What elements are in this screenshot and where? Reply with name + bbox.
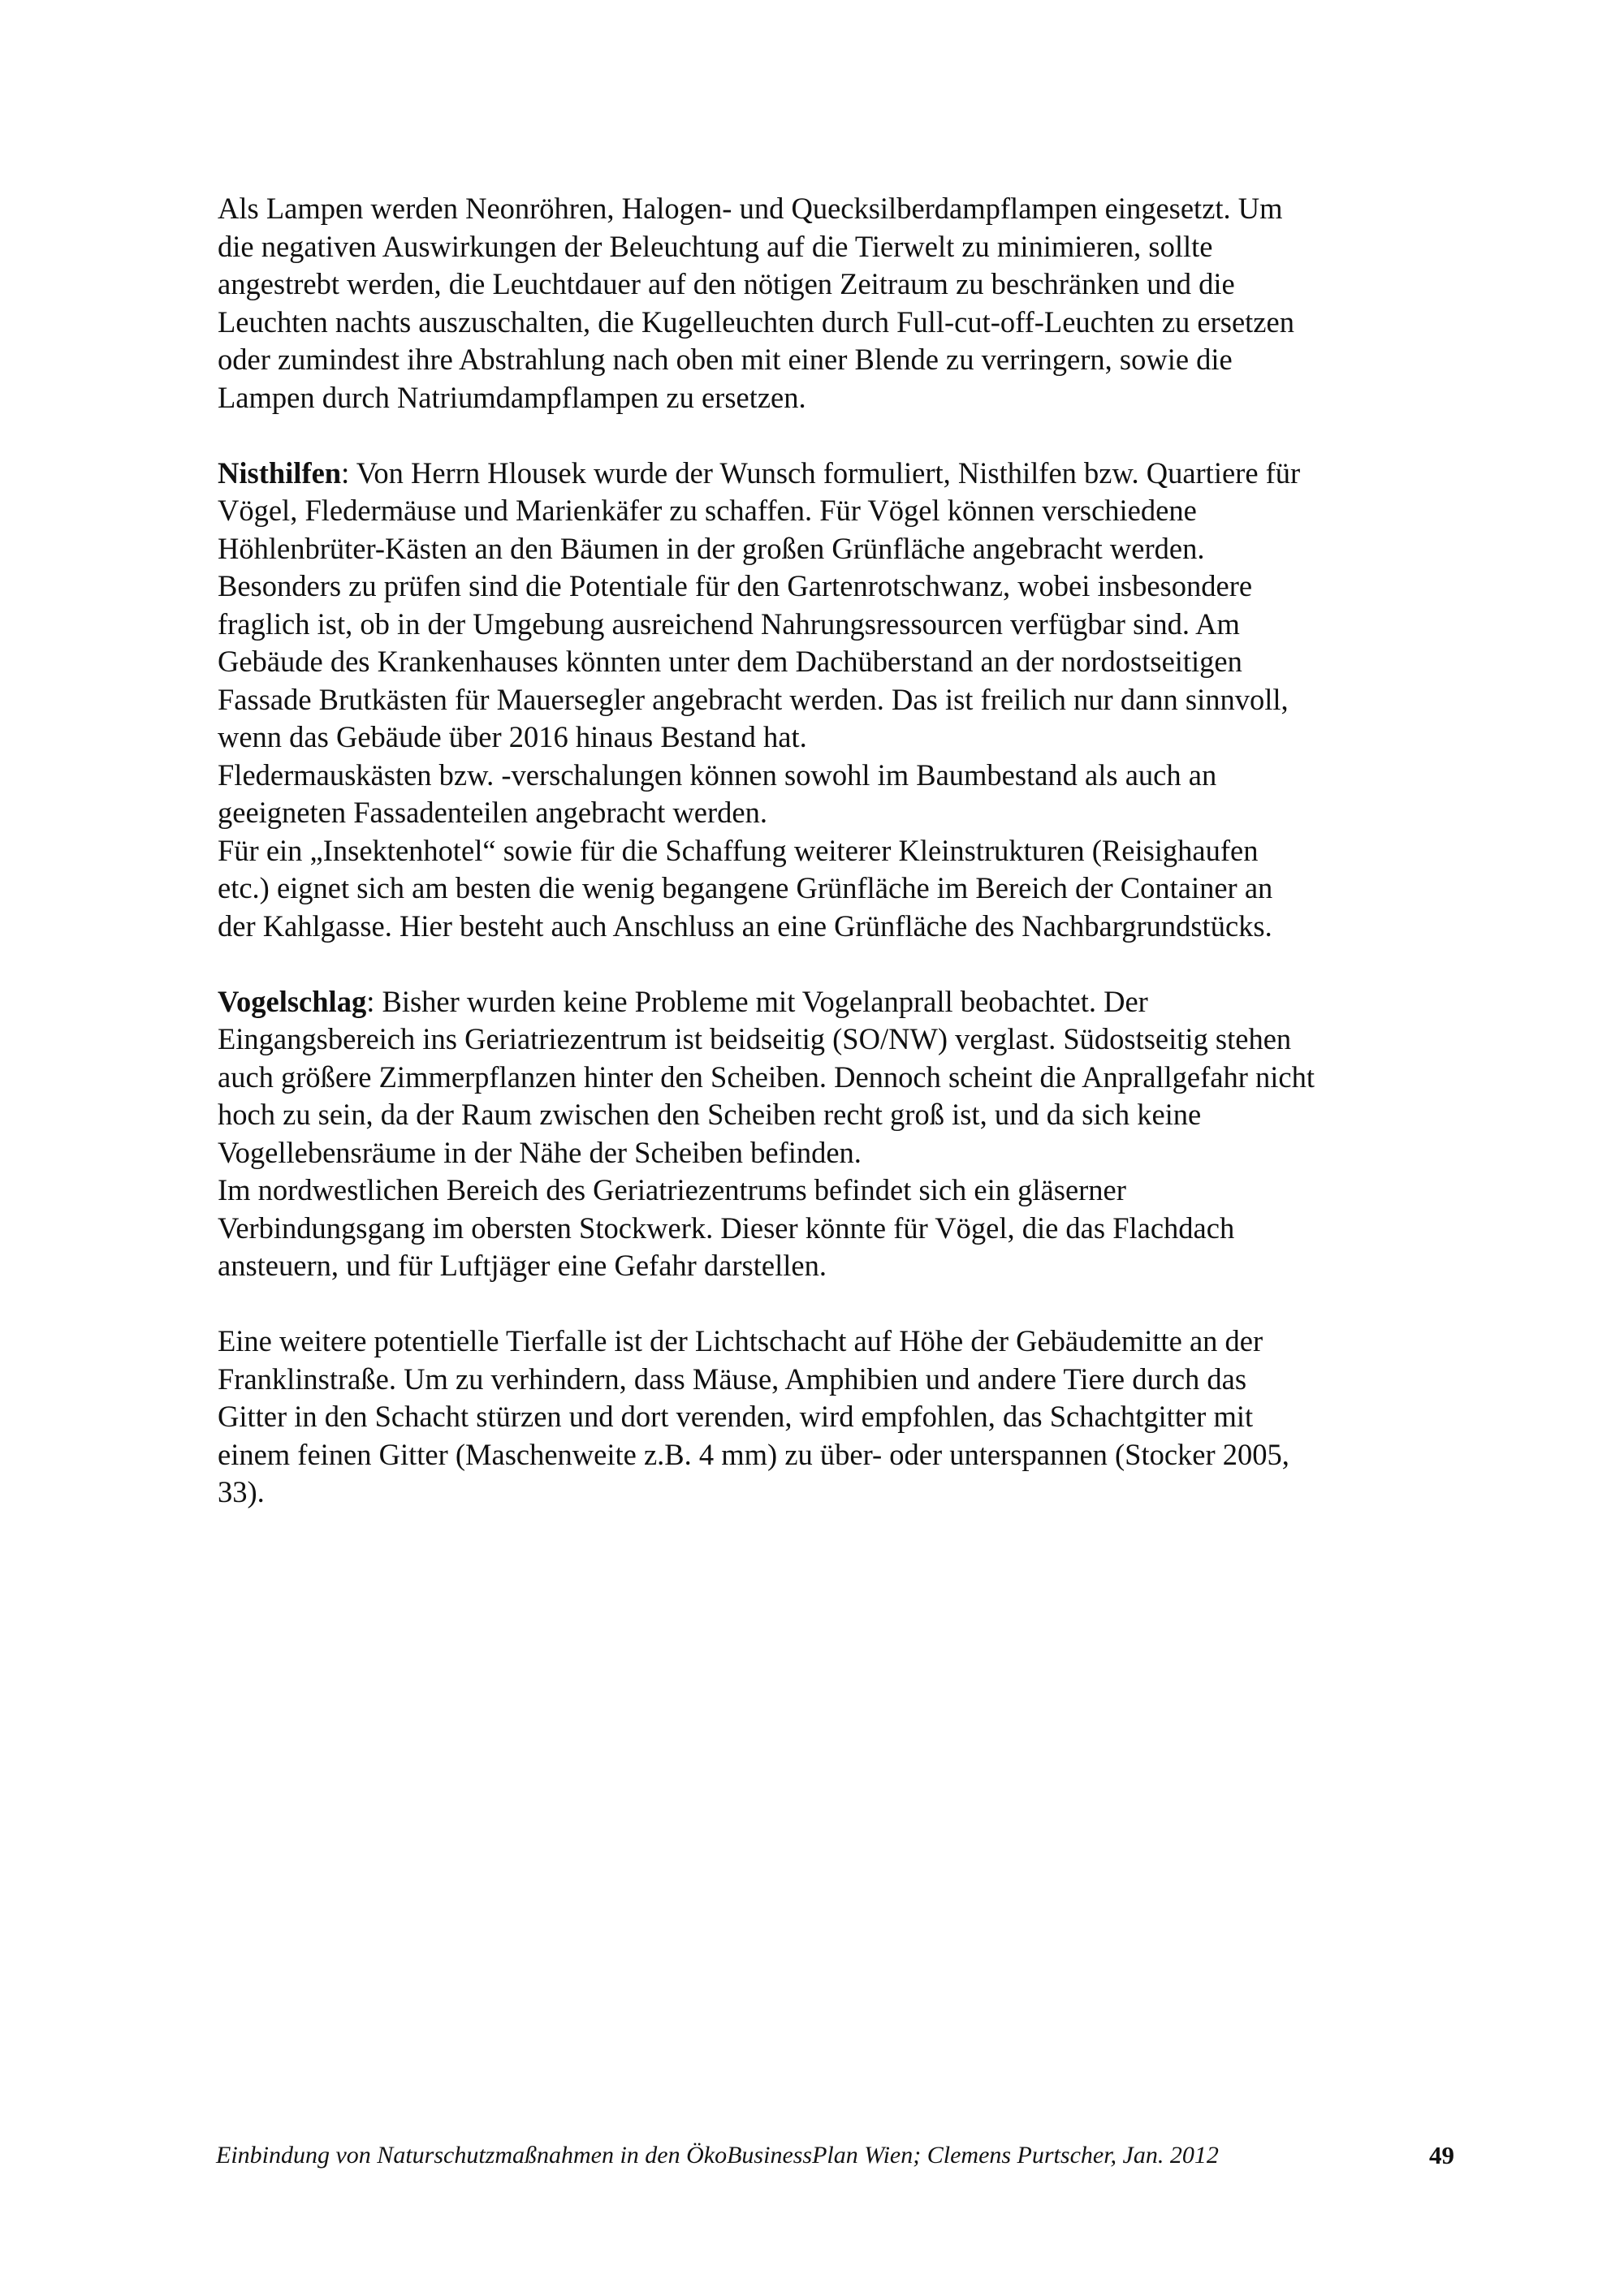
text-line: oder zumindest ihre Abstrahlung nach oben mit einer Blende zu verringern, sowie die (218, 343, 1233, 376)
text-line: ansteuern, und für Luftjäger eine Gefahr darstellen. (218, 1249, 827, 1282)
text-line: Franklinstraße. Um zu verhindern, dass Mäuse, Amphibien und andere Tiere durch das (218, 1362, 1247, 1396)
paragraph-nisthilfen (218, 455, 1460, 946)
text-line: fraglich ist, ob in der Umgebung ausreichend Nahrungsressourcen verfügbar sind. Am (218, 606, 1240, 641)
text-line (218, 455, 1460, 493)
paragraph-tierfalle (218, 1323, 1460, 1512)
text-line: Im nordwestlichen Bereich des Geriatriezentrums befindet sich ein gläserner (218, 1173, 1126, 1206)
text-line: Eine weitere potentielle Tierfalle ist der Lichtschacht auf Höhe der Gebäudemitte an der (218, 1324, 1263, 1357)
text-line: Gebäude des Krankenhauses könnten unter dem Dachüberstand an der nordostseitigen (218, 645, 1242, 678)
text-line: Als Lampen werden Neonröhren, Halogen- und Quecksilberdampflampen eingesetzt. Um (218, 192, 1283, 225)
page-number: 49 (1429, 2141, 1454, 2169)
text-line: Vogellebensräume in der Nähe der Scheiben befinden. (218, 1135, 862, 1169)
text-line: die negativen Auswirkungen der Beleuchtung auf die Tierwelt zu minimieren, sollte (218, 229, 1213, 263)
text-line: etc.) eignet sich am besten die wenig begangene Grünfläche im Bereich der Container an (218, 871, 1273, 904)
text-line: Fassade Brutkästen für Mauersegler angebracht werden. Das ist freilich nur dann sinnvoll, (218, 682, 1289, 716)
text-line: einem feinen Gitter (Maschenweite z.B. 4 mm) zu über- oder unterspannen (Stocker 2005, (218, 1437, 1289, 1471)
text-line: 33). (218, 1475, 265, 1508)
text-line: Eingangsbereich ins Geriatriezentrum ist beidseitig (SO/NW) verglast. Südostseitig stehen (218, 1022, 1292, 1055)
body-text (218, 190, 1460, 1512)
paragraph-vogelschlag (218, 983, 1460, 1285)
text-line (218, 983, 1460, 1021)
text-line: Besonders zu prüfen sind die Potentiale für den Gartenrotschwanz, wobei insbesondere (218, 569, 1253, 602)
section-heading-vogelschlag: Vogelschlag (218, 984, 367, 1018)
text-line: hoch zu sein, da der Raum zwischen den Scheiben recht groß ist, und da sich keine (218, 1098, 1202, 1131)
text-segment: : Von Herrn Hlousek wurde der Wunsch formuliert, Nisthilfen bzw. Quartiere für (341, 455, 1301, 490)
text-line: Höhlenbrüter-Kästen an den Bäumen in der großen Grünfläche angebracht werden. (218, 531, 1205, 565)
section-heading-nisthilfen: Nisthilfen (218, 455, 342, 490)
text-line: wenn das Gebäude über 2016 hinaus Bestand hat. (218, 720, 807, 753)
text-line: angestrebt werden, die Leuchtdauer auf den nötigen Zeitraum zu beschränken und die (218, 267, 1235, 300)
text-line: Leuchten nachts auszuschalten, die Kugelleuchten durch Full-cut-off-Leuchten zu ersetzen (218, 304, 1294, 339)
page-footer-citation: Einbindung von Naturschutzmaßnahmen in den ÖkoBusinessPlan Wien; Clemens Purtscher, Jan. 2012 (216, 2142, 1219, 2169)
text-line: Vögel, Fledermäuse und Marienkäfer zu schaffen. Für Vögel können verschiedene (218, 494, 1197, 527)
text-line: Lampen durch Natriumdampflampen zu ersetzen. (218, 380, 806, 414)
text-line: Für ein „Insektenhotel“ sowie für die Schaffung weiterer Kleinstrukturen (Reisighaufen (218, 833, 1259, 867)
text-segment: : Bisher wurden keine Probleme mit Vogelanprall beobachtet. Der (366, 984, 1148, 1018)
text-line: Gitter in den Schacht stürzen und dort verenden, wird empfohlen, das Schachtgitter mit (218, 1400, 1254, 1433)
text-line: Fledermauskästen bzw. -verschalungen können sowohl im Baumbestand als auch an (218, 757, 1217, 792)
text-line: auch größere Zimmerpflanzen hinter den Scheiben. Dennoch scheint die Anprallgefahr nicht (218, 1060, 1315, 1094)
text-line: geeigneten Fassadenteilen angebracht werden. (218, 796, 767, 829)
paragraph-lighting (218, 190, 1460, 416)
text-line: Verbindungsgang im obersten Stockwerk. Dieser könnte für Vögel, die das Flachdach (218, 1211, 1235, 1245)
text-line: der Kahlgasse. Hier besteht auch Anschluss an eine Grünfläche des Nachbargrundstücks. (218, 908, 1272, 943)
